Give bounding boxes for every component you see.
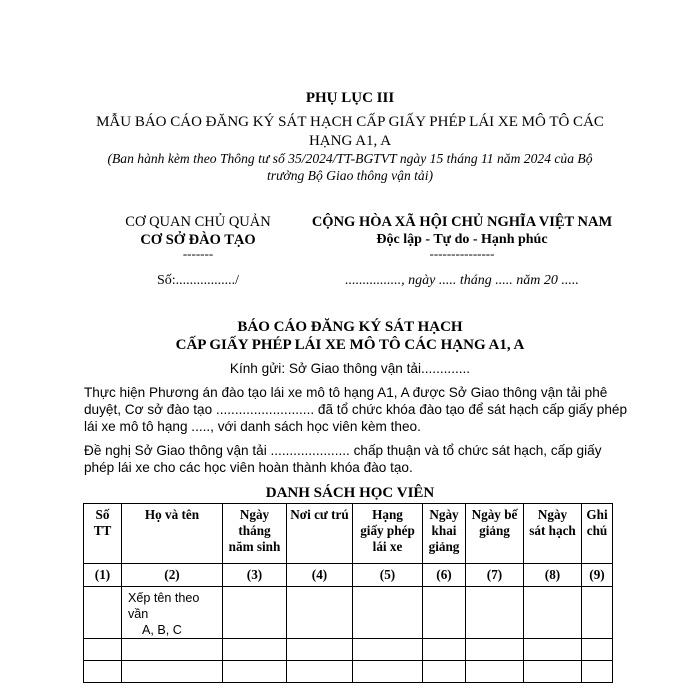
paragraph-1-line-2: duyệt, Cơ sở đào tạo .......................... đã tổ chức khóa đào tạo để sát hạch cấp giấy phép: [84, 402, 628, 417]
table-cell: [223, 639, 287, 661]
table-cell: [223, 661, 287, 683]
report-title-line-2: CẤP GIẤY PHÉP LÁI XE MÔ TÔ CÁC HẠNG A1, A: [175, 337, 525, 353]
issued-by-line-2: trưởng Bộ Giao thông vận tải): [266, 168, 434, 183]
header-cell-exam-date: Ngày sát hạch: [524, 504, 582, 564]
column-number: (5): [353, 564, 423, 587]
table-cell: [84, 639, 122, 661]
agency-name: CƠ QUAN CHỦ QUẢN: [125, 214, 271, 230]
table-cell: [353, 587, 423, 639]
table-cell: [423, 639, 466, 661]
table-cell: [287, 639, 353, 661]
table-cell: [84, 587, 122, 639]
paragraph-2-line-1: Đề nghị Sở Giao thông vận tải ..................... chấp thuận và tổ chức sát hạch, cấp giấy: [84, 443, 602, 458]
right-header-rule: ---------------: [429, 246, 495, 261]
column-number: (8): [524, 564, 582, 587]
header-cell-residence: Nơi cư trú: [287, 504, 353, 564]
student-list-table: [83, 503, 613, 683]
sort-note-cell: Xếp tên theo vần A, B, C: [122, 587, 223, 639]
template-title-line-1: MẪU BÁO CÁO ĐĂNG KÝ SÁT HẠCH CẤP GIẤY PHÉP LÁI XE MÔ TÔ CÁC: [96, 114, 604, 130]
table-cell: [524, 587, 582, 639]
table-cell: [582, 639, 613, 661]
table-cell: [122, 639, 223, 661]
table-row: [84, 661, 613, 683]
table-cell: [353, 639, 423, 661]
column-number: (3): [223, 564, 287, 587]
table-cell: [287, 661, 353, 683]
column-number-row: [84, 564, 613, 587]
table-row: [84, 587, 613, 639]
student-list-title: DANH SÁCH HỌC VIÊN: [265, 485, 435, 501]
column-number: (1): [84, 564, 122, 587]
training-school: CƠ SỞ ĐÀO TẠO: [140, 232, 256, 248]
table-cell: [353, 661, 423, 683]
report-title-line-1: BÁO CÁO ĐĂNG KÝ SÁT HẠCH: [237, 319, 463, 335]
header-cell-license-class: Hạng giấy phép lái xe: [353, 504, 423, 564]
table-header-row: [84, 504, 613, 564]
table-cell: [524, 639, 582, 661]
table-cell: [287, 587, 353, 639]
header-cell-closing-date: Ngày bế giảng: [466, 504, 524, 564]
table-cell: [582, 661, 613, 683]
header-cell-no: Số TT: [84, 504, 122, 564]
header-cell-full-name: Họ và tên: [122, 504, 223, 564]
table-cell: [466, 639, 524, 661]
table-cell: [466, 587, 524, 639]
issued-by-line-1: (Ban hành kèm theo Thông tư số 35/2024/TT-BGTVT ngày 15 tháng 11 năm 2024 của Bộ: [107, 151, 593, 166]
table-cell: [122, 661, 223, 683]
column-number: (7): [466, 564, 524, 587]
recipient-line: Kính gửi: Sở Giao thông vận tải.............: [229, 361, 471, 376]
column-number: (6): [423, 564, 466, 587]
column-number: (9): [582, 564, 613, 587]
appendix-label: PHỤ LỤC III: [305, 90, 395, 106]
paragraph-2-line-2: phép lái xe cho các học viên hoàn thành khóa đào tạo.: [84, 460, 413, 475]
table-row: [84, 639, 613, 661]
table-cell: [524, 661, 582, 683]
document-date: ................, ngày ..... tháng ..... năm 20 .....: [345, 273, 579, 288]
column-number: (2): [122, 564, 223, 587]
table-cell: [84, 661, 122, 683]
paragraph-1-line-3: lái xe mô tô hạng ....., với danh sách học viên kèm theo.: [84, 419, 421, 434]
table-cell: [423, 587, 466, 639]
table-cell: [582, 587, 613, 639]
template-title-line-2: HẠNG A1, A: [308, 133, 392, 149]
column-number: (4): [287, 564, 353, 587]
table-cell: [223, 587, 287, 639]
paragraph-1-line-1: Thực hiện Phương án đào tạo lái xe mô tô hạng A1, A được Sở Giao thông vận tải phê: [84, 385, 608, 400]
header-cell-date-of-birth: Ngày tháng năm sinh: [223, 504, 287, 564]
table-cell: [466, 661, 524, 683]
national-title: CỘNG HÒA XÃ HỘI CHỦ NGHĨA VIỆT NAM: [311, 214, 613, 230]
header-cell-notes: Ghi chú: [582, 504, 613, 564]
table-cell: [423, 661, 466, 683]
left-header-rule: -------: [182, 246, 214, 261]
header-cell-opening-date: Ngày khai giảng: [423, 504, 466, 564]
national-motto: Độc lập - Tự do - Hạnh phúc: [376, 232, 548, 247]
document-number: Số:................./: [156, 273, 240, 288]
